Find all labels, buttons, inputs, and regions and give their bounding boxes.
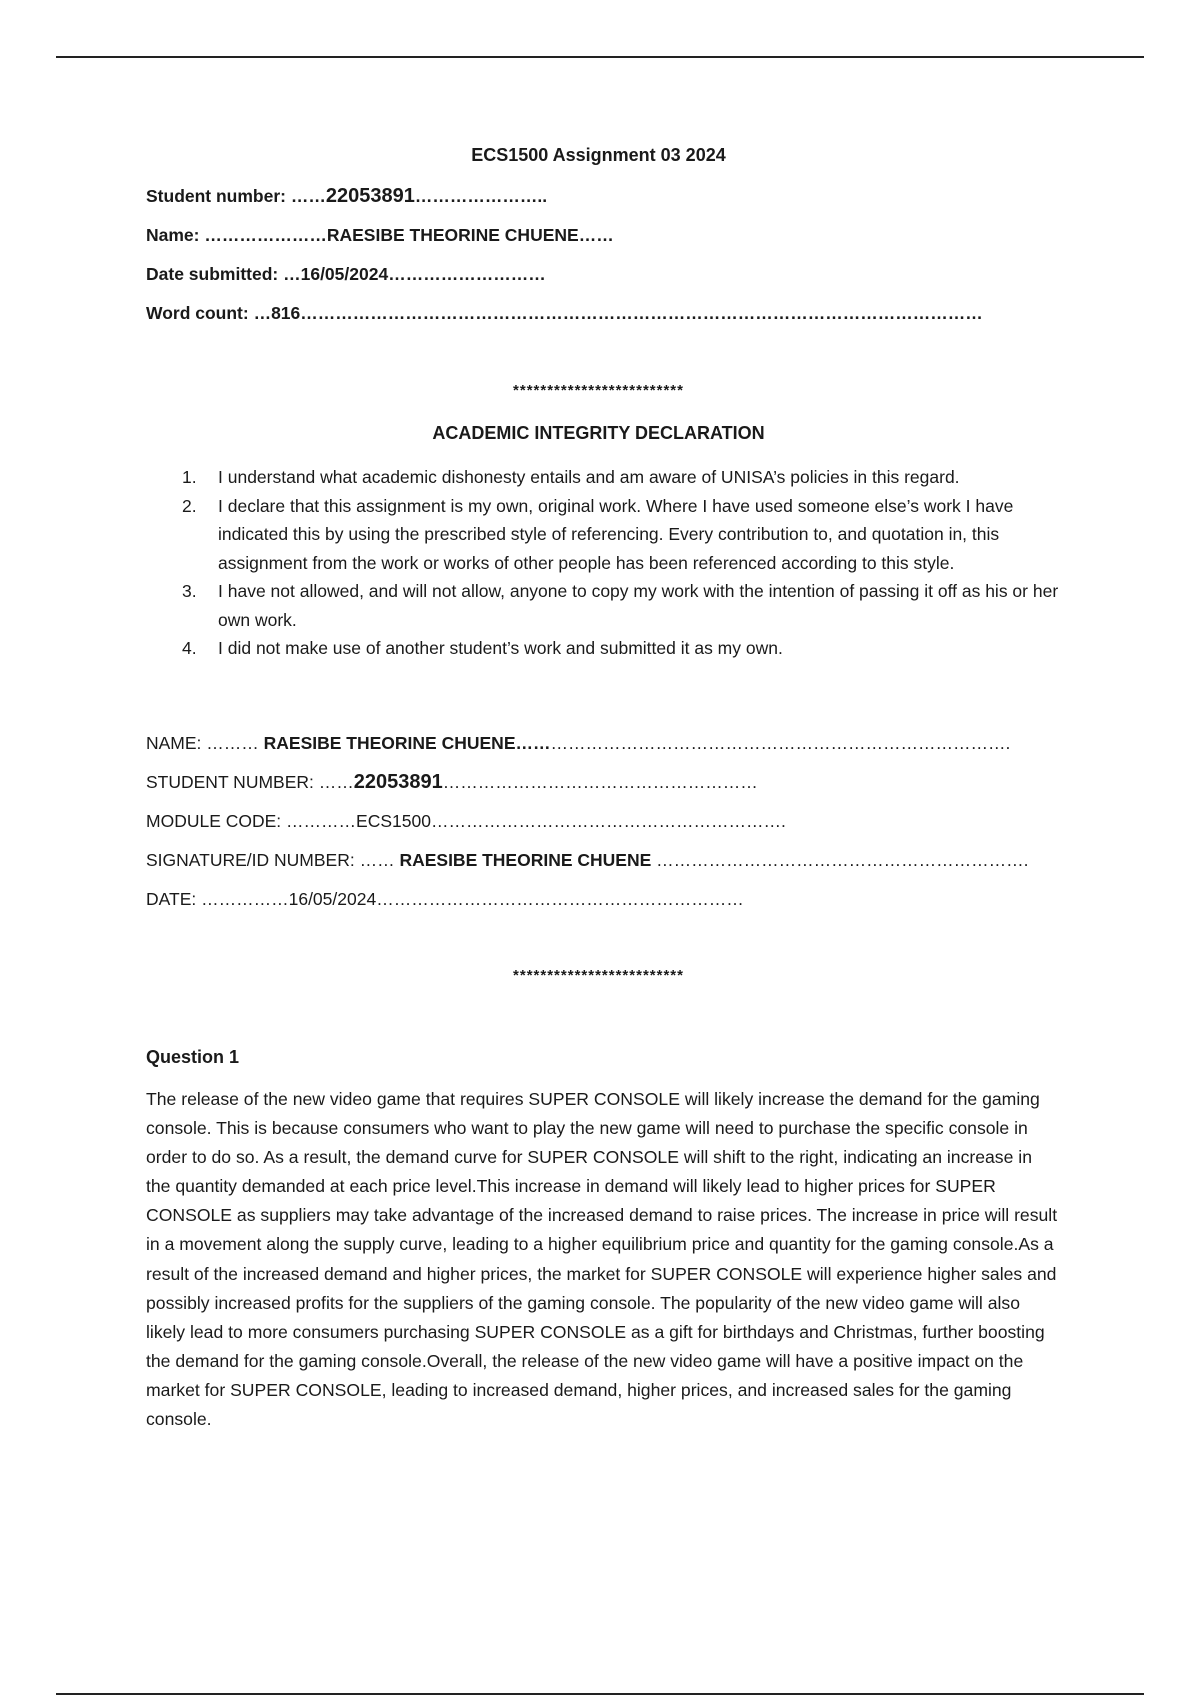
question-answer-body: The release of the new video game that requires SUPER CONSOLE will likely increase the demand for the gaming console. This is because consumers who want to play the new game will need to purchase the specific console in order to do so. As a result, the demand curve for SUPER CONSOLE will shift to the right, indicating an increase in the quantity demanded at each price level.This increase in demand will likely lead to higher prices for SUPER CONSOLE as suppliers may take advantage of the increased demand to raise prices. The increase in price will result in a movement along the supply curve, leading to a higher equilibrium price and quantity for the gaming console.As a result of the increased demand and higher prices, the market for SUPER CONSOLE will experience higher sales and possibly increased profits for the suppliers of the gaming console. The popularity of the new video game will also likely lead to more consumers purchasing SUPER CONSOLE as a gift for birthdays and Christmas, further boosting the demand for the gaming console.Overall, the release of the new video game will have a positive impact on the market for SUPER CONSOLE, leading to increased demand, higher prices, and increased sales for the gaming console. — [146, 1089, 1058, 1430]
separator-top: ************************* — [513, 382, 684, 399]
form-date-label: DATE: …………… — [146, 889, 289, 909]
date-submitted-trail: ……………………… — [388, 264, 546, 284]
declaration-item-number: 4. — [182, 638, 197, 658]
declaration-list — [182, 463, 1062, 663]
form-student-number-label: STUDENT NUMBER: …… — [146, 772, 354, 792]
name-trail: …… — [578, 225, 614, 245]
word-count-line — [146, 303, 983, 324]
form-date-trail: ……………………………………………………… — [376, 889, 744, 909]
page-bottom-rule — [56, 1693, 1144, 1695]
declaration-item — [182, 463, 1062, 492]
name-label: Name: ………………… — [146, 225, 327, 245]
form-date-line — [146, 889, 744, 910]
form-signature-value: RAESIBE THEORINE CHUENE — [399, 850, 652, 870]
separator-bottom: ************************* — [513, 967, 684, 984]
student-number-value: 22053891 — [325, 185, 415, 207]
declaration-item-text: I have not allowed, and will not allow, anyone to copy my work with the intention of passing it off as his or her own work. — [218, 581, 1059, 630]
declaration-item-text: I understand what academic dishonesty entails and am aware of UNISA’s policies in this regard. — [218, 467, 960, 487]
form-module-code-label: MODULE CODE: ………… — [146, 811, 357, 831]
declaration-item-text: I declare that this assignment is my own, original work. Where I have used someone else’s work I have indicated this by using the prescribed style of referencing. Every contribution to, and quotation in, this assignment from the work or works of other people has been referenced according to this style. — [218, 495, 1014, 573]
question-title: Question 1 — [146, 1047, 240, 1067]
date-submitted-label: Date submitted: … — [146, 264, 301, 284]
declaration-item — [182, 492, 1062, 578]
word-count-label: Word count: … — [146, 303, 272, 323]
name-line — [146, 225, 614, 246]
date-submitted-value: 16/05/2024 — [300, 264, 389, 284]
declaration-item — [182, 634, 1062, 663]
declaration-item-number: 1. — [182, 467, 197, 487]
student-number-label: Student number: …… — [146, 186, 326, 206]
form-name-trail: ……………………………………………………………………. — [550, 733, 1011, 753]
declaration-title: ACADEMIC INTEGRITY DECLARATION — [432, 423, 765, 443]
declaration-item-number: 3. — [182, 581, 197, 601]
name-value: RAESIBE THEORINE CHUENE — [326, 225, 579, 245]
form-signature-label: SIGNATURE/ID NUMBER: …… — [146, 850, 400, 870]
form-name-label: NAME: ……… — [146, 733, 264, 753]
student-number-line — [146, 185, 547, 208]
word-count-trail: ……………………………………………………………………………………………………… — [300, 303, 983, 323]
declaration-item-text: I did not make use of another student’s work and submitted it as my own. — [218, 638, 783, 658]
word-count-value: 816 — [271, 303, 301, 323]
form-student-number-trail: ……………………………………………… — [442, 772, 758, 792]
assignment-title: ECS1500 Assignment 03 2024 — [471, 145, 726, 165]
form-signature-trail: ………………………………………………………. — [651, 850, 1029, 870]
date-submitted-line — [146, 264, 546, 285]
form-module-code-line — [146, 811, 786, 832]
student-number-trail: ………………….. — [414, 186, 548, 206]
form-module-code-value: ECS1500 — [356, 811, 431, 831]
form-signature-line — [146, 850, 1029, 871]
form-student-number-line — [146, 771, 758, 794]
form-student-number-value: 22053891 — [353, 771, 443, 793]
page-top-rule — [56, 56, 1144, 58]
declaration-item-number: 2. — [182, 495, 197, 516]
form-date-value: 16/05/2024 — [288, 889, 377, 909]
declaration-item — [182, 577, 1062, 634]
form-name-line — [146, 733, 1010, 754]
form-module-code-trail: ……………………………………………………. — [430, 811, 786, 831]
form-name-value: RAESIBE THEORINE CHUENE…… — [263, 733, 551, 753]
